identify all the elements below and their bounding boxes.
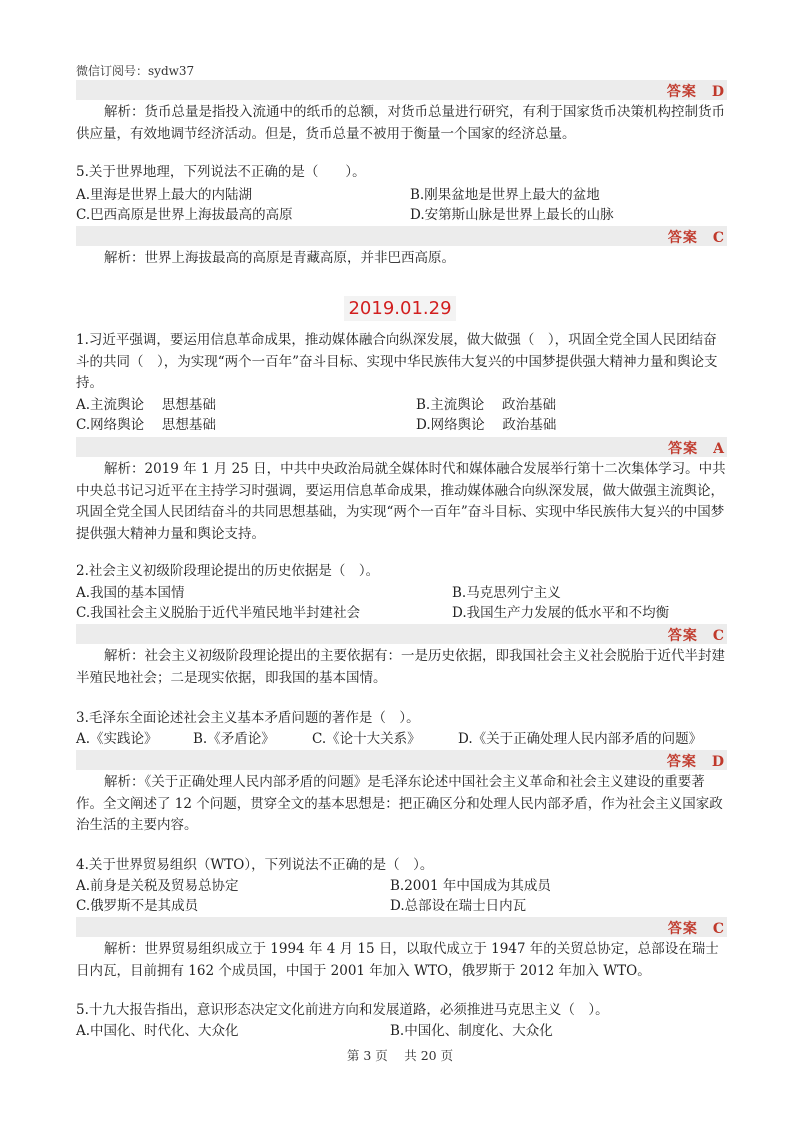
question-text: 2.社会主义初级阶段理论提出的历史依据是（ ）。 xyxy=(76,563,380,579)
option-d: D.《关于正确处理人民内部矛盾的问题》 xyxy=(458,731,703,747)
option-c: C.我国社会主义脱胎于近代半殖民地半封建社会 xyxy=(76,605,361,621)
option-b: B.马克思列宁主义 xyxy=(452,585,561,601)
option-c: C.《论十大关系》 xyxy=(312,731,421,747)
option-c: C.俄罗斯不是其成员 xyxy=(76,898,199,914)
answer-label: 答案 A xyxy=(668,441,725,457)
analysis-text: 解析：《关于正确处理人民内部矛盾的问题》是毛泽东论述中国社会主义革命和社会主义建设的重要著作。全文阐述了 12 个问题，贯穿全文的基本思想是：把正确区分和处理人民内部矛盾，作为社会主义国家政治生活的主要内容。 xyxy=(76,774,723,833)
option-d: D.网络舆论 政治基础 xyxy=(416,417,557,433)
option-d: D.我国生产力发展的低水平和不均衡 xyxy=(452,605,670,621)
answer-bar xyxy=(76,750,727,770)
answer-label: 答案 D xyxy=(666,754,725,770)
option-d: D.安第斯山脉是世界上最长的山脉 xyxy=(410,207,614,223)
option-a: A.中国化、时代化、大众化 xyxy=(76,1023,239,1039)
question-text: 3.毛泽东全面论述社会主义基本矛盾问题的著作是（ ）。 xyxy=(76,710,420,726)
analysis-text: 解析：货币总量是指投入流通中的纸币的总额，对货币总量进行研究，有利于国家货币决策机构控制货币供应量，有效地调节经济活动。但是，货币总量不被用于衡量一个国家的经济总量。 xyxy=(76,104,725,142)
option-b: B.刚果盆地是世界上最大的盆地 xyxy=(410,187,600,203)
answer-bar xyxy=(76,226,727,246)
question-text: 5.十九大报告指出，意识形态决定文化前进方向和发展道路，必须推进马克思主义（ ）。 xyxy=(76,1002,609,1018)
option-b: B.中国化、制度化、大众化 xyxy=(390,1023,553,1039)
question-text: 5.关于世界地理，下列说法不正确的是（ ）。 xyxy=(76,164,366,180)
page-footer: 第 3 页 共 20 页 xyxy=(346,1048,454,1063)
answer-label: 答案 C xyxy=(667,921,725,937)
analysis-text: 解析：世界贸易组织成立于 1994 年 4 月 15 日，以取代成立于 1947 年的关贸总协定，总部设在瑞士日内瓦，目前拥有 162 个成员国，中国于 2001 年加入 WTO，俄罗斯于 2012 年加入 WTO。 xyxy=(76,941,719,979)
option-c: C.巴西高原是世界上海拔最高的高原 xyxy=(76,207,293,223)
option-a: A.我国的基本国情 xyxy=(76,585,185,601)
answer-bar xyxy=(76,437,727,457)
option-b: B.《矛盾论》 xyxy=(193,731,275,747)
date-heading: 2019.01.29 xyxy=(0,296,800,321)
answer-label: 答案 D xyxy=(666,84,725,100)
answer-label: 答案 C xyxy=(667,628,725,644)
answer-bar xyxy=(76,624,727,644)
option-d: D.总部设在瑞士日内瓦 xyxy=(390,898,527,914)
answer-bar xyxy=(76,80,727,100)
option-b: B.2001 年中国成为其成员 xyxy=(390,878,551,894)
option-b: B.主流舆论 政治基础 xyxy=(416,397,557,413)
option-a: A.前身是关税及贸易总协定 xyxy=(76,878,239,894)
question-text: 4.关于世界贸易组织（WTO），下列说法不正确的是（ ）。 xyxy=(76,857,434,873)
page-header: 微信订阅号：sydw37 xyxy=(76,64,195,78)
analysis-text: 解析：社会主义初级阶段理论提出的主要依据有：一是历史依据，即我国社会主义社会脱胎于近代半封建半殖民地社会；二是现实依据，即我国的基本国情。 xyxy=(76,648,725,686)
option-c: C.网络舆论 思想基础 xyxy=(76,417,216,433)
answer-label: 答案 C xyxy=(667,230,725,246)
answer-bar xyxy=(76,917,727,937)
analysis-text: 解析：世界上海拔最高的高原是青藏高原，并非巴西高原。 xyxy=(104,250,455,266)
analysis-text: 解析：2019 年 1 月 25 日，中共中央政治局就全媒体时代和媒体融合发展举行第十二次集体学习。中共中央总书记习近平在主持学习时强调，要运用信息革命成果，推动媒体融合向纵深发展，做大做强主流舆论，巩固全党全国人民团结奋斗的共同思想基础，为实现“两个一百年”奋斗目标、实现中华民族伟大复兴的中国梦提供强大精神力量和舆论支持。 xyxy=(76,461,726,542)
option-a: A.《实践论》 xyxy=(76,731,158,747)
question-text: 1.习近平强调，要运用信息革命成果，推动媒体融合向纵深发展，做大做强（ ），巩固全党全国人民团结奋斗的共同（ ），为实现“两个一百年”奋斗目标、实现中华民族伟大复兴的中国梦提供强大精神力量和舆论支持。 xyxy=(76,332,718,391)
option-a: A.主流舆论 思想基础 xyxy=(76,397,216,413)
option-a: A.里海是世界上最大的内陆湖 xyxy=(76,187,253,203)
